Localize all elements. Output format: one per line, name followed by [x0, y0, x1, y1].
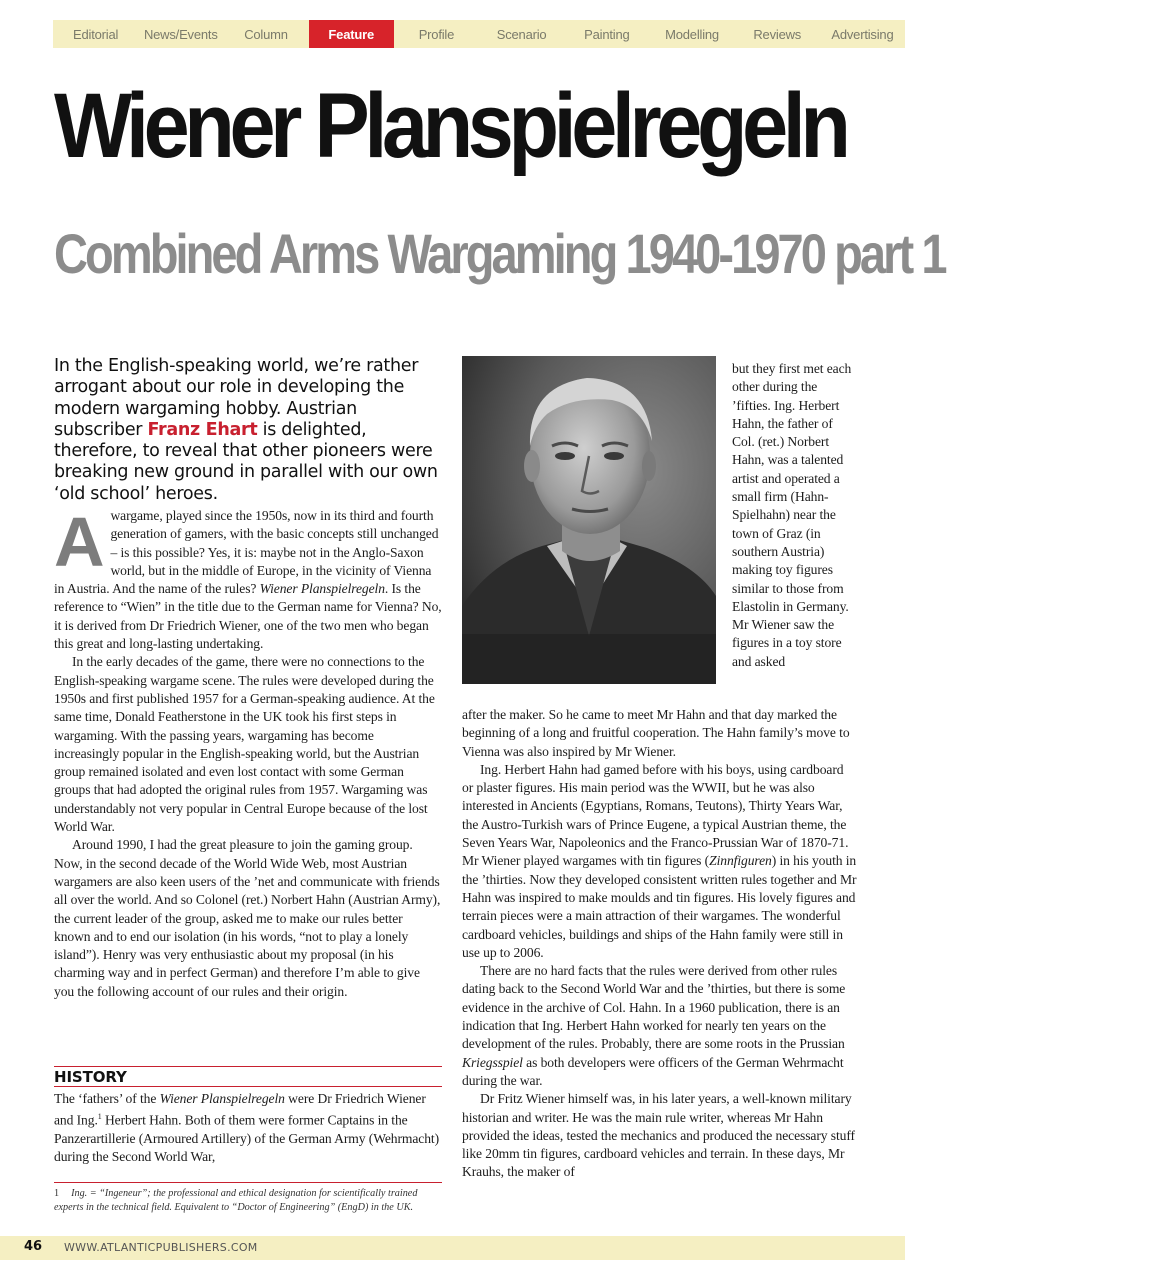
nav-item-profile[interactable]: Profile [418, 26, 455, 42]
paragraph-text: as both developers were officers of the German Wehrmacht during the war. [462, 1054, 844, 1088]
term-italic: Zinnfiguren [709, 853, 772, 869]
body-column-narrow [732, 360, 857, 671]
portrait-image [462, 356, 716, 684]
body-column-left [54, 503, 442, 1001]
intro-standfirst [54, 356, 444, 505]
page-title: Wiener Planspielregeln [54, 75, 846, 177]
body-paragraph: Around 1990, I had the great pleasure to join the gaming group. Now, in the second decade of the World Wide Web, most Austrian wargamers are also keen users of the ’net and communicate with friends all over the world. And so Colonel (ret.) Norbert Hahn (Austrian Army), the current leader of the group, asked me to make our rules better known and to end our isolation (in his words, “not to play a lonely island”). Henry was very enthusiastic about my proposal (in his charming way and in perfect German) and therefore I’m able to give you the following account of our rules and their origin. [54, 837, 441, 999]
history-heading: HISTORY [54, 1066, 442, 1087]
footnote-ref[interactable]: 1 [97, 1112, 102, 1122]
body-paragraph [54, 1090, 442, 1167]
page-subtitle: Combined Arms Wargaming 1940-1970 part 1 [54, 222, 945, 285]
website-link[interactable]: WWW.ATLANTICPUBLISHERS.COM [64, 1241, 258, 1254]
body-paragraph [54, 503, 442, 653]
page-number: 46 [24, 1239, 43, 1254]
nav-item-news-events[interactable]: News/Events [143, 26, 218, 42]
rules-name-italic: Wiener Planspielregeln [259, 581, 385, 597]
footnote-text: Ing. = “Ingeneur”; the professional and ethical designation for scientifically trained experts in the technical field. Equivalent to “Doctor of Engineering” (EngD) in the UK. [54, 1188, 418, 1213]
nav-item-feature[interactable]: Feature [309, 20, 394, 48]
body-paragraph: after the maker. So he came to meet Mr Hahn and that day marked the beginning of a long and fruitful cooperation. The Hahn family’s move to Vienna was also inspired by Mr Wiener. [462, 707, 850, 759]
nav-item-reviews[interactable]: Reviews [753, 26, 802, 42]
intro-text-after: is delighted, therefore, to reveal that other pioneers were breaking new ground in parallel with our own ‘old school’ heroes. [54, 419, 438, 504]
drop-cap: A [54, 503, 105, 581]
history-section [54, 1066, 442, 1167]
paragraph-text: The ‘fathers’ of the [54, 1091, 160, 1106]
body-paragraph [462, 962, 857, 1090]
body-paragraph [462, 761, 857, 962]
paragraph-text: Ing. Herbert Hahn had gamed before with his boys, using cardboard or plaster figures. His main period was the WWII, but he was also interested in Ancients (Egyptians, Romans, Teutons), Thirty Years War, the Austro-Turkish wars of Prince Eugene, a typical Austrian theme, the Seven Years War, Napoleonics and the Franco-Prussian War of 1870-71. Mr Wiener played wargames with tin figures ( [462, 761, 849, 869]
footnote-number: 1 [54, 1188, 60, 1199]
paragraph-text: There are no hard facts that the rules were derived from other rules dating back to the Second World War and the ’thirties, but there is some evidence in the archive of Col. Hahn. In a 1960 publication, there is an indication that Ing. Herbert Hahn worked for nearly ten years on the development of the rules. Probably, there are some roots in the Prussian [462, 963, 846, 1052]
body-paragraph: Dr Fritz Wiener himself was, in his later years, a well-known military historian and writer. He was the main rule writer, whereas Mr Hahn provided the ideas, tested the mechanics and produced the necessary stuff like 20mm tin figures, cardboard vehicles and terrain. In these days, Mr Krauhs, the maker of [462, 1091, 855, 1180]
paragraph-text: ) in his youth in the ’thirties. Now they developed consistent written rules together and Mr Hahn was inspired to make moulds and tin figures. His lovely figures and terrain pieces were a main attraction of their wargames. The wonderful cardboard vehicles, buildings and ships of the Hahn family were still in use up to 2006. [462, 853, 857, 960]
nav-item-painting[interactable]: Painting [584, 26, 630, 42]
nav-item-advertising[interactable]: Advertising [831, 26, 894, 42]
paragraph-text: wargame, played since the 1950s, now in its third and fourth generation of gamers, with the basic concepts still unchanged – is this possible? Yes, it is: maybe not in the Anglo-Saxon world, but in the middle of Europe, in the vicinity of Vienna in Austria. And the name of the rules? [54, 508, 439, 597]
nav-item-modelling[interactable]: Modelling [665, 26, 719, 42]
paragraph-text: were Dr Friedrich Wiener and Ing. [54, 1091, 426, 1128]
body-paragraph: In the early decades of the game, there were no connections to the English-speaking wargame scene. The rules were developed during the 1950s and first published 1957 for a German-speaking audience. At the same time, Donald Featherstone in the UK took his first steps in wargaming. With the passing years, wargaming has become increasingly popular in the English-speaking world, but the Austrian group remained isolated and even lost contact with some German groups that had adopted the original rules from 1957. Wargaming was understandably not very popular in Central Europe because of the lost World War. [54, 654, 435, 835]
footnote [54, 1182, 442, 1215]
body-paragraph: but they first met each other during the ’fifties. Ing. Herbert Hahn, the father of Col. (ret.) Norbert Hahn, was a talented artist and operated a small firm (Hahn-Spielhahn) near the town of Graz (in southern Austria) making toy figures similar to those from Elastolin in Germany. Mr Wiener saw the figures in a toy store and asked [732, 361, 852, 669]
page-footer [0, 1236, 905, 1260]
photo-caption: Ing. Herbert ‘Pappa’ Hahn, one of the two developers of the rules. [942, 641, 1160, 667]
author-name: Franz Ehart [147, 419, 258, 440]
term-italic: Kriegsspiel [462, 1054, 523, 1070]
section-nav [53, 20, 905, 48]
nav-item-editorial[interactable]: Editorial [73, 26, 119, 42]
nav-item-column[interactable]: Column [244, 26, 288, 42]
body-column-right [462, 706, 857, 1182]
rules-name-italic: Wiener Planspielregeln [159, 1091, 285, 1106]
paragraph-text: . Is the reference to “Wien” in the title due to the German name for Vienna? No, it is derived from Dr Friedrich Wiener, one of the two men who began this great and long-lasting undertaking. [54, 581, 442, 652]
nav-item-scenario[interactable]: Scenario [496, 26, 547, 42]
paragraph-text: Herbert Hahn. Both of them were former Captains in the Panzerartillerie (Armoured Artillery) of the German Army (Wehrmacht) during the Second World War, [54, 1112, 440, 1165]
intro-text-before: In the English-speaking world, we’re rather arrogant about our role in developing the modern wargaming hobby. Austrian subscriber [54, 356, 419, 440]
